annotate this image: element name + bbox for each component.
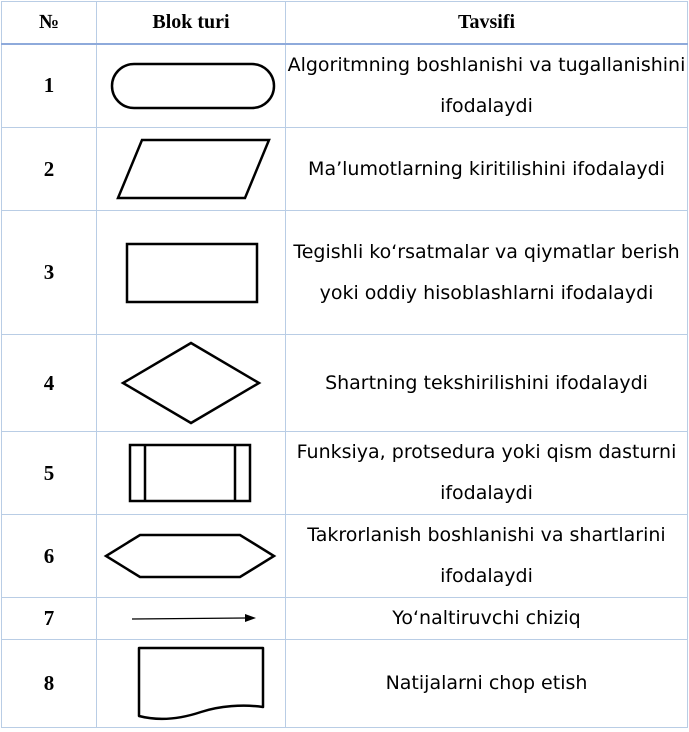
block-shape-cell: [97, 432, 286, 515]
block-shape-cell: [97, 515, 286, 598]
parallelogram-shape: [106, 137, 276, 201]
row-number: 3: [2, 211, 97, 335]
row-number: 6: [2, 515, 97, 598]
block-description: Takrorlanish boshlanishi va shartlarini ifodalaydi: [286, 515, 688, 598]
table-row: [2, 128, 688, 211]
row-number: 8: [2, 640, 97, 728]
block-description: Natijalarni chop etish: [286, 640, 688, 728]
flowchart-blocks-table: [1, 1, 688, 728]
rectangle-shape: [106, 241, 276, 305]
block-description: Yo‘naltiruvchi chiziq: [286, 598, 688, 640]
hexagon-shape: [103, 532, 279, 580]
table-row: [2, 640, 688, 728]
header-row: [2, 2, 688, 44]
document-shape: [106, 646, 276, 722]
header-block-type: Blok turi: [97, 2, 286, 44]
predefined-process-shape: [106, 442, 276, 504]
terminator-shape: [106, 61, 276, 111]
row-number: 7: [2, 598, 97, 640]
table-row: [2, 335, 688, 432]
row-number: 4: [2, 335, 97, 432]
row-number: 2: [2, 128, 97, 211]
block-description: Shartning tekshirilishini ifodalaydi: [286, 335, 688, 432]
header-description: Tavsifi: [286, 2, 688, 44]
block-shape-cell: [97, 640, 286, 728]
block-description: Funksiya, protsedura yoki qism dasturni ifodalaydi: [286, 432, 688, 515]
block-shape-cell: [97, 335, 286, 432]
arrow-line-shape: [106, 612, 276, 626]
block-description: Tegishli ko‘rsatmalar va qiymatlar berish yoki oddiy hisoblashlarni ifodalaydi: [286, 211, 688, 335]
block-shape-cell: [97, 211, 286, 335]
table-row: [2, 515, 688, 598]
block-description: Ma’lumotlarning kiritilishini ifodalaydi: [286, 128, 688, 211]
table-row: [2, 432, 688, 515]
block-shape-cell: [97, 44, 286, 128]
table-row: [2, 598, 688, 640]
table-row: [2, 44, 688, 128]
block-description: Algoritmning boshlanishi va tugallanishini ifodalaydi: [286, 44, 688, 128]
header-number: №: [2, 2, 97, 44]
block-shape-cell: [97, 598, 286, 640]
diamond-shape: [106, 341, 276, 425]
row-number: 1: [2, 44, 97, 128]
row-number: 5: [2, 432, 97, 515]
block-shape-cell: [97, 128, 286, 211]
table-row: [2, 211, 688, 335]
